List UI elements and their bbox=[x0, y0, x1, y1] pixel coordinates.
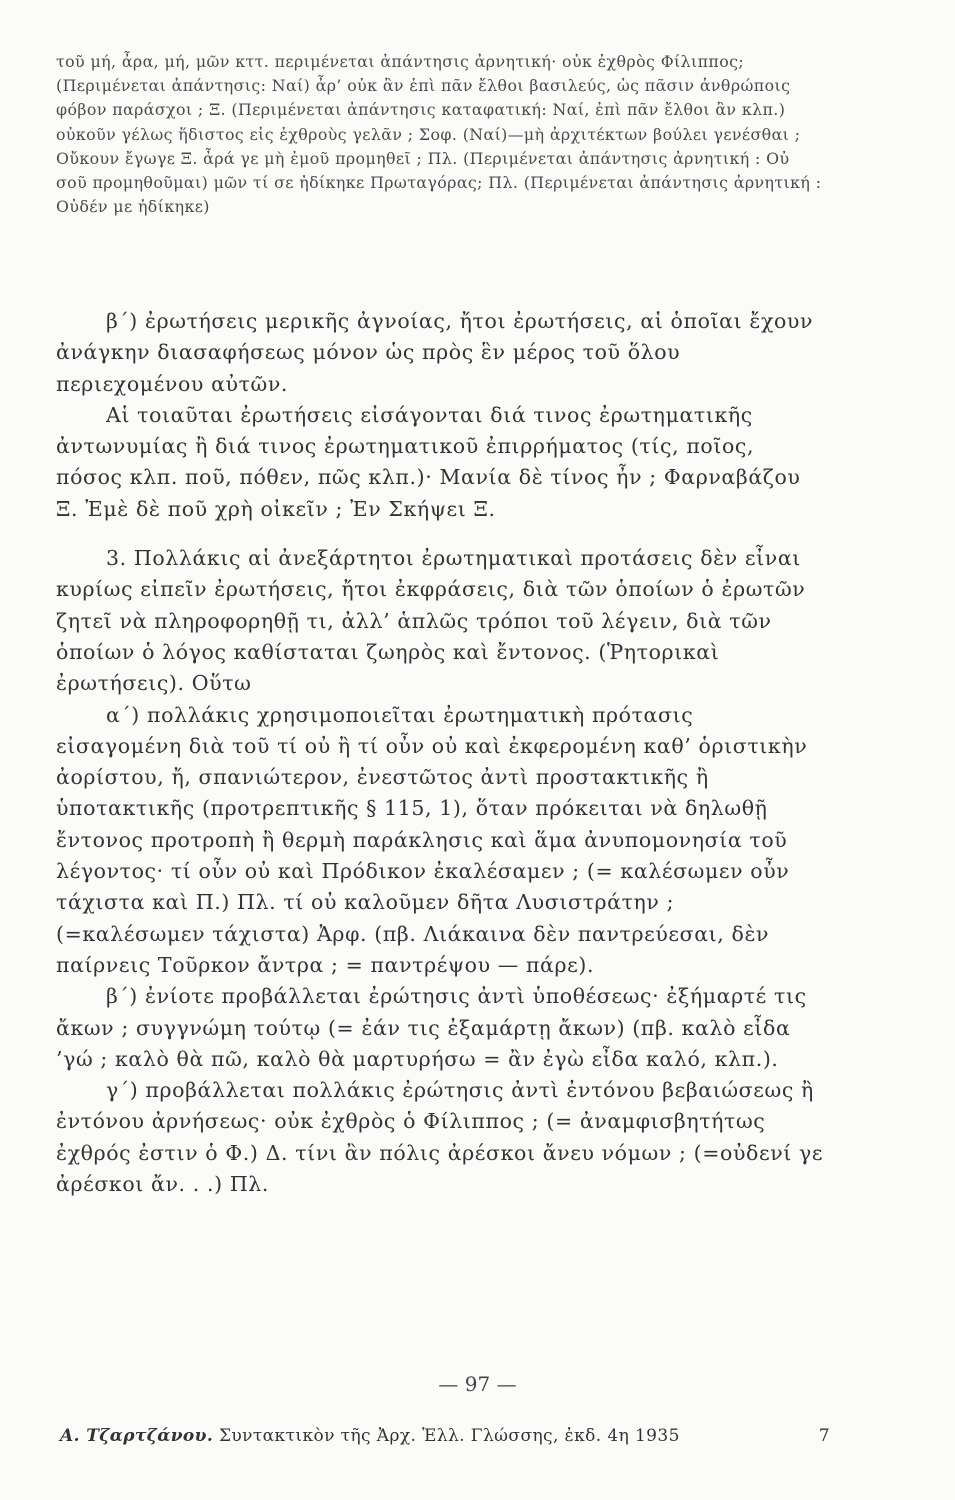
paragraph-interrogative-pronouns: Αἱ τοιαῦται ἐρωτήσεις εἰσάγονται διά τινος ἐρωτηματικῆς ἀντωνυμίας ἢ διά τινος ἐρωτηματικοῦ ἐπιρρήματος (τίς, ποῖος, πόσος κλπ. ποῦ, πόθεν, πῶς κλπ.)· Μανία δὲ τίνος ἦν ; Φαρναβάζου Ξ. Ἐμὲ δὲ ποῦ χρὴ οἰκεῖν ; Ἐν Σκήψει Ξ. bbox=[56, 402, 801, 521]
paragraph-alpha: α΄) πολλάκις χρησιμοποιεῖται ἐρωτηματικὴ πρότασις εἰσαγομένη διὰ τοῦ τί οὐ ἢ τί οὖν οὐ καὶ ἐκφερομένη καθ’ ὁριστικὴν ἀορίστου, ἤ, σπανιώτερον, ἐνεστῶτος ἀντὶ προστακτικῆς ἢ ὑποτακτικῆς (προτρεπτικῆς § 115, 1), ὅταν πρόκειται νὰ δηλωθῇ ἔντονος προτροπὴ ἢ θερμὴ παράκλησις καὶ ἅμα ἀνυπομονησία τοῦ λέγοντος· τί οὖν οὐ καὶ Πρόδικον ἐκαλέσαμεν ; (= καλέσωμεν οὖν τάχιστα καὶ Π.) Πλ. τί οὐ καλοῦμεν δῆτα Λυσιστράτην ; (=καλέσωμεν τάχιστα) Ἀρφ. (πβ. Λιάκαινα δὲν παντρεύεσαι, δὲν παίρνεις Τοῦρκον ἄντρα ; = παντρέψου — πάρε). bbox=[56, 702, 808, 977]
paragraph-rhetorical-questions: 3. Πολλάκις αἱ ἀνεξάρτητοι ἐρωτηματικαὶ προτάσεις δὲν εἶναι κυρίως εἰπεῖν ἐρωτήσεις, ἤτοι ἐκφράσεις, διὰ τῶν ὁποίων ὁ ἐρωτῶν ζητεῖ νὰ πληροφορηθῇ τι, ἀλλ’ ἁπλῶς τρόποι τοῦ λέγειν, διὰ τῶν ὁποίων ὁ λόγος καθίσταται ζωηρὸς καὶ ἔντονος. (Ῥητορικαὶ ἐρωτήσεις). Οὕτω bbox=[56, 546, 806, 696]
footer-title: Συντακτικὸν τῆς Ἀρχ. Ἑλλ. Γλώσσης, ἐκδ. 4η 1935 bbox=[218, 1426, 680, 1446]
paragraph-gamma: γ΄) προβάλλεται πολλάκις ἐρώτησις ἀντὶ ἐντόνου βεβαιώσεως ἢ ἐντόνου ἀρνήσεως· οὐκ ἐχθρὸς ὁ Φίλιππος ; (= ἀναμφισβητήτως ἐχθρός ἐστιν ὁ Φ.) Δ. τίνι ἂν πόλις ἀρέσκοι ἄνευ νόμων ; (=οὐδενί γε ἀρέσκοι ἄν. . .) Πλ. bbox=[56, 1078, 824, 1197]
main-text bbox=[56, 306, 826, 1200]
footer-sheet-number: 7 bbox=[818, 1426, 830, 1446]
paragraph-partial-ignorance: β΄) ἐρωτήσεις μερικῆς ἀγνοίας, ἤτοι ἐρωτήσεις, αἱ ὁποῖαι ἔχουν ἀνάγκην διασαφήσεως μόνον ὡς πρὸς ἓν μέρος τοῦ ὅλου περιεχομένου αὐτῶν. bbox=[56, 309, 814, 396]
footer bbox=[60, 1426, 830, 1446]
continuation-paragraph bbox=[56, 50, 826, 219]
page-number: — 97 — bbox=[438, 1372, 517, 1396]
small-text-paragraph: τοῦ μή, ἆρα, μή, μῶν κττ. περιμένεται ἀπάντησις ἀρνητική· οὐκ ἐχθρὸς Φίλιππος; (Περιμένεται ἀπάντησις: Ναί) ἆρ’ οὐκ ἂν ἐπὶ πᾶν ἔλθοι βασιλεύς, ὡς πᾶσιν ἀνθρώποις φόβον παράσχοι ; Ξ. (Περιμένεται ἀπάντησις καταφατική: Ναί, ἐπὶ πᾶν ἔλθοι ἂν κλπ.) οὐκοῦν γέλως ἥδιστος εἰς ἐχθροὺς γελᾶν ; Σοφ. (Ναί)—μὴ ἀρχιτέκτων βούλει γενέσθαι ; Οὔκουν ἔγωγε Ξ. ἆρά γε μὴ ἐμοῦ προμηθεῖ ; Πλ. (Περιμένεται ἀπάντησις ἀρνητική : Οὐ σοῦ προμηθοῦμαι) μῶν τί σε ἠδίκηκε Πρωταγόρας; Πλ. (Περιμένεται ἀπάντησις ἀρνητική : Οὐδέν με ἠδίκηκε) bbox=[56, 52, 822, 217]
footer-author: Α. Τζαρτζάνου. bbox=[60, 1426, 214, 1446]
paragraph-beta: β΄) ἐνίοτε προβάλλεται ἐρώτησις ἀντὶ ὑποθέσεως· ἐξήμαρτέ τις ἄκων ; συγγνώμη τούτῳ (= ἐάν τις ἐξαμάρτῃ ἄκων) (πβ. καλὸ εἶδα ’γώ ; καλὸ θὰ πῶ, καλὸ θὰ μαρτυρήσω = ἂν ἐγὼ εἶδα καλό, κλπ.). bbox=[56, 984, 807, 1071]
